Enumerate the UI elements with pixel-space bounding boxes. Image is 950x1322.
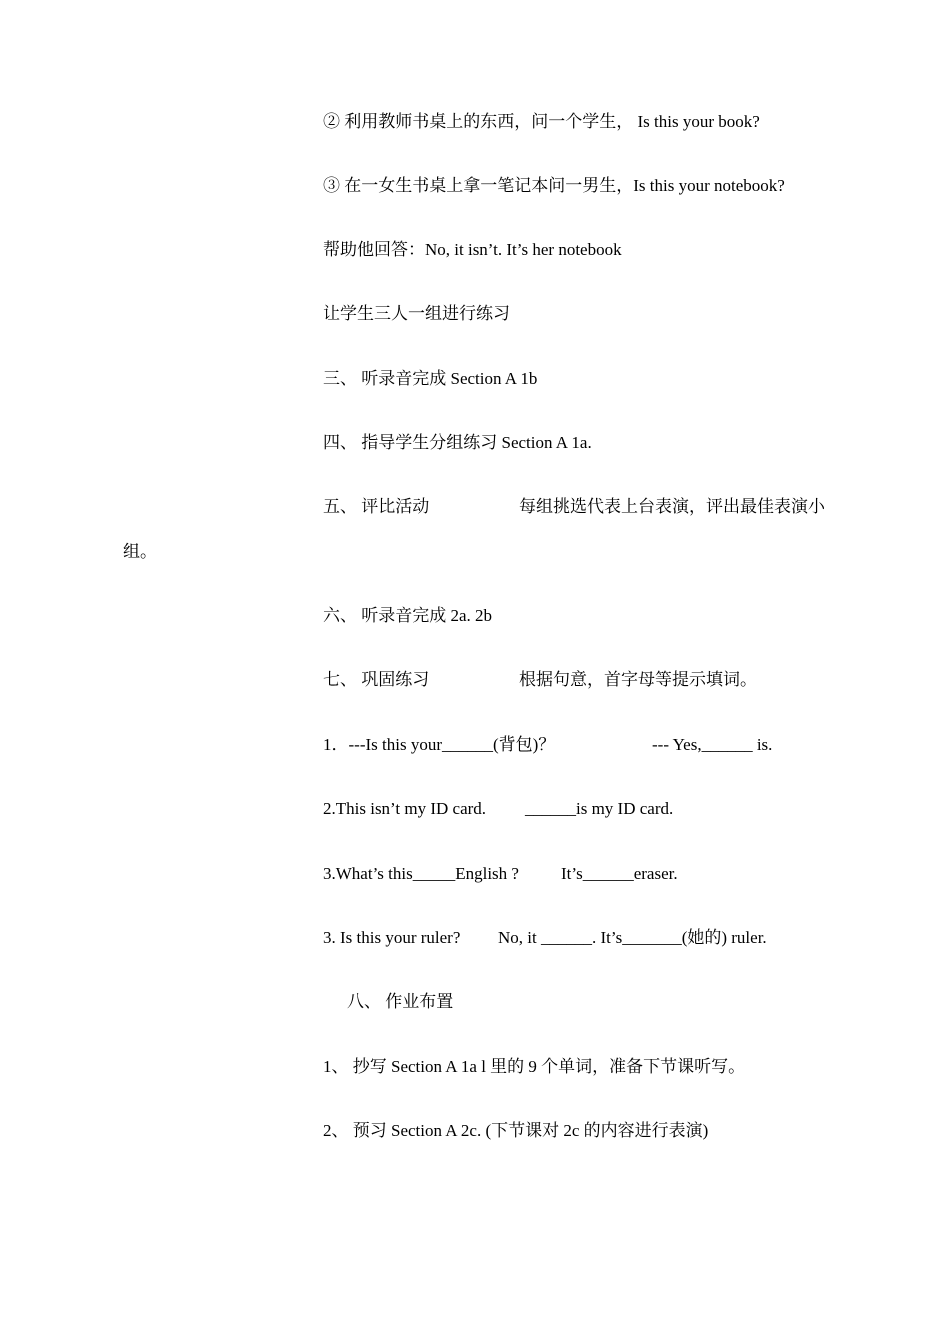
step-8-heading: 八、 作业布置 (347, 992, 454, 1011)
exercise-3-question: 3.What’s this_____English ? (323, 864, 519, 883)
exercise-3-answer: It’s______eraser. (561, 864, 678, 883)
exercise-2-answer: ______is my ID card. (525, 799, 674, 818)
step-6-heading: 六、 听录音完成 2a. 2b (323, 606, 493, 625)
step-3-heading: 三、 听录音完成 Section A 1b (323, 369, 538, 388)
group-practice-line: 让学生三人一组进行练习 (323, 304, 510, 323)
exercise-2-question: 2.This isn’t my ID card. (323, 799, 487, 818)
step-7-description: 根据句意，首字母等提示填词。 (519, 670, 757, 689)
homework-item-1: 1、 抄写 Section A 1a l 里的 9 个单词，准备下节课听写。 (323, 1057, 746, 1076)
exercise-1-answer: --- Yes,______ is. (652, 735, 773, 754)
answer-help-line: 帮助他回答：No, it isn’t. It’s her notebook (323, 240, 622, 259)
instruction-line-2: ② 利用教师书桌上的东西，问一个学生， Is this your book? (323, 112, 760, 131)
step-5-description-continued: 组。 (123, 542, 157, 561)
exercise-4-question: 3. Is this your ruler? (323, 928, 461, 947)
step-5-heading: 五、 评比活动 (323, 497, 430, 516)
exercise-1-question: 1．---Is this your______(背包)？ (323, 735, 556, 754)
step-7-heading: 七、 巩固练习 (323, 670, 430, 689)
exercise-4-answer: No, it ______. It’s_______(她的) ruler. (498, 928, 767, 947)
step-4-heading: 四、 指导学生分组练习 Section A 1a. (323, 433, 592, 452)
step-5-description: 每组挑选代表上台表演，评出最佳表演小 (519, 497, 825, 516)
instruction-line-3: ③ 在一女生书桌上拿一笔记本问一男生，Is this your notebook? (323, 176, 785, 195)
homework-item-2: 2、 预习 Section A 2c. (下节课对 2c 的内容进行表演) (323, 1121, 709, 1140)
